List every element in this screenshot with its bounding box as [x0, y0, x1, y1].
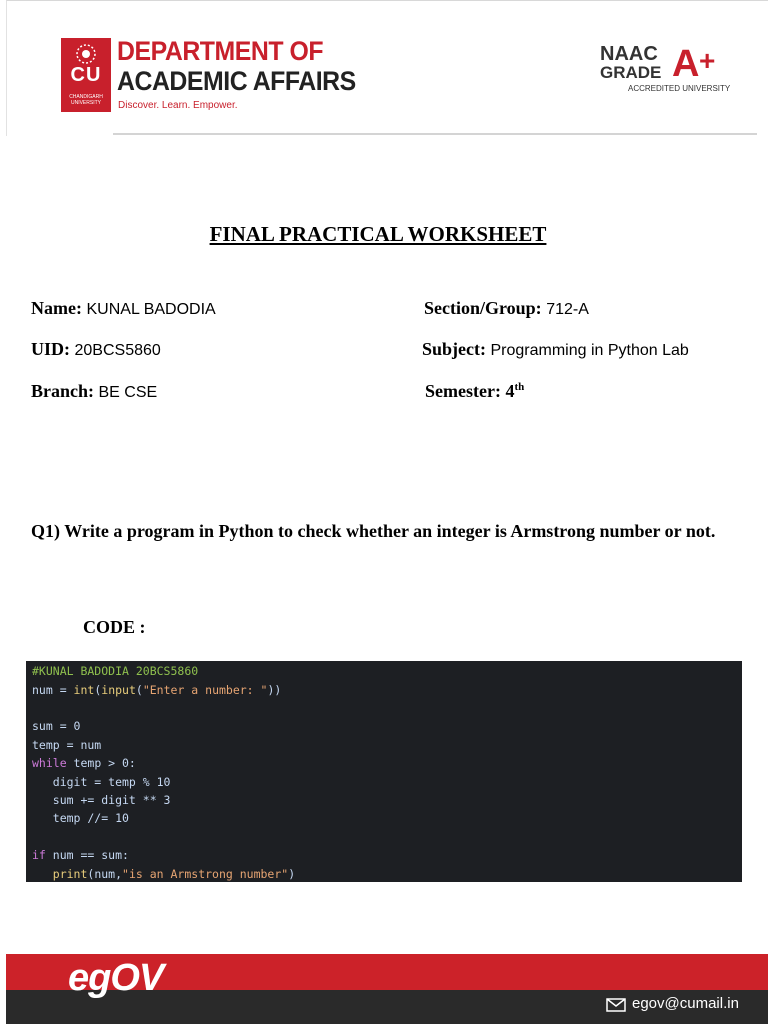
- subject-key: Subject:: [422, 339, 486, 359]
- question-text: Write a program in Python to check whether an integer is Armstrong number or not.: [64, 521, 716, 541]
- section-field: [424, 298, 589, 319]
- semester-suffix: th: [514, 381, 525, 393]
- code-block: [26, 661, 742, 882]
- branch-field: [31, 381, 157, 402]
- seal-icon: [71, 42, 101, 66]
- header-divider: [113, 133, 757, 135]
- page-title: FINAL PRACTICAL WORKSHEET: [209, 222, 547, 246]
- cu-logo-text: CU: [70, 64, 102, 86]
- tagline: Discover. Learn. Empower.: [118, 100, 238, 111]
- name-field: [31, 298, 216, 319]
- department-title-line1: DEPARTMENT OF: [117, 36, 324, 66]
- code-label: CODE :: [83, 617, 146, 637]
- question-label: Q1): [31, 521, 60, 541]
- uid-value: 20BCS5860: [74, 342, 161, 359]
- accredited-label: ACCREDITED UNIVERSITY: [628, 84, 731, 93]
- code-line-7: sum += digit ** 3: [32, 793, 171, 807]
- code-line-8: temp //= 10: [32, 811, 129, 825]
- code-line-9: if num == sum:: [32, 848, 129, 862]
- subject-field: [422, 339, 689, 360]
- footer: [6, 952, 768, 1024]
- uid-key: UID:: [31, 339, 70, 359]
- naac-badge: [600, 44, 730, 96]
- grade-plus: +: [699, 45, 716, 76]
- footer-email[interactable]: egov@cumail.in: [632, 995, 739, 1012]
- code-line-10: print(num,"is an Armstrong number"): [52, 867, 296, 881]
- branch-key: Branch:: [31, 381, 94, 401]
- egov-logo: egOV: [68, 957, 164, 999]
- code-line-6: digit = temp % 10: [32, 775, 171, 789]
- section-key: Section/Group:: [424, 298, 542, 318]
- naac-label: NAAC: [600, 43, 658, 65]
- cu-logo: [61, 38, 111, 112]
- semester-field: [425, 381, 524, 402]
- branch-value: BE CSE: [98, 384, 158, 401]
- code-line-3: sum = 0: [32, 719, 81, 733]
- subject-value: Programming in Python Lab: [490, 342, 689, 359]
- semester-key: Semester:: [425, 381, 501, 401]
- grade-value: A: [672, 43, 700, 85]
- department-title-line2: ACADEMIC AFFAIRS: [117, 66, 356, 96]
- code-line-1: #KUNAL BADODIA 20BCS5860: [32, 664, 199, 678]
- question-1: [31, 520, 731, 543]
- grade-label: GRADE: [600, 63, 662, 82]
- code-line-4: temp = num: [32, 738, 102, 752]
- cu-logo-subtext: CHANDIGARH UNIVERSITY: [69, 94, 103, 106]
- uid-field: [31, 339, 161, 360]
- name-key: Name:: [31, 298, 82, 318]
- code-line-2: num = int(input("Enter a number: ")): [32, 683, 282, 697]
- name-value: KUNAL BADODIA: [86, 301, 216, 318]
- section-value: 712-A: [546, 301, 589, 318]
- code-line-5: while temp > 0:: [32, 756, 136, 770]
- mail-icon: [606, 998, 626, 1012]
- semester-value: 4: [505, 381, 515, 401]
